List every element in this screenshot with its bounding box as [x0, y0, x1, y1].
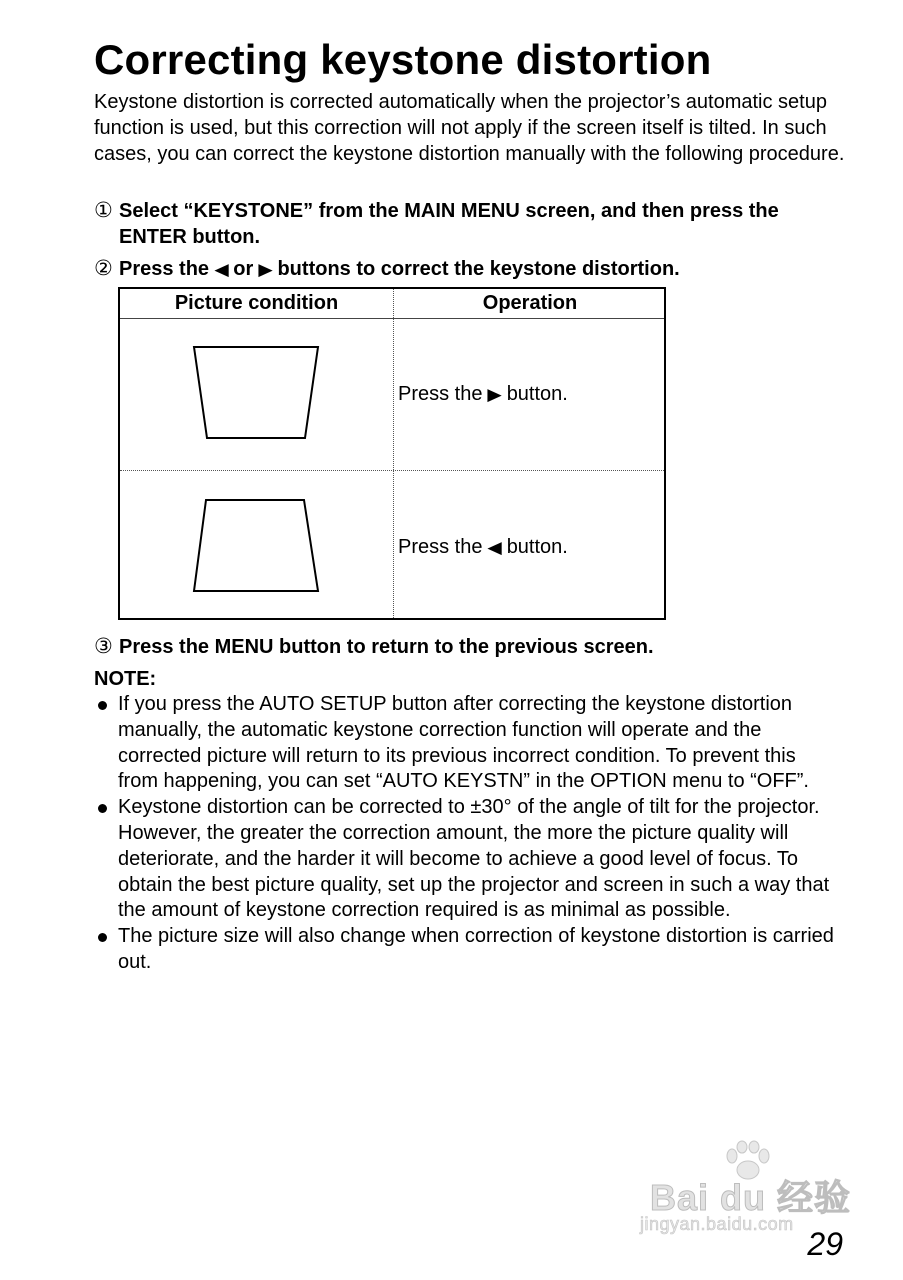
bullet-icon — [98, 933, 107, 942]
step-number: ③ — [94, 635, 113, 658]
note-text: The picture size will also change when correction of keystone distortion is carried out. — [118, 925, 834, 973]
column-divider — [393, 289, 394, 618]
left-arrow-icon: ◀ — [213, 260, 229, 279]
watermark-url: jingyan.baidu.com — [640, 1214, 794, 1234]
op-text-pre: Press the — [398, 536, 483, 558]
intro-paragraph: Keystone distortion is corrected automatically when the projector’s automatic setup function is used, but this correction will not apply if the screen itself is tilted. In such cases, you can correct the keystone distortion manually with the following procedure. — [94, 91, 845, 165]
step-1 — [94, 198, 854, 250]
note-heading: NOTE: — [94, 668, 157, 690]
left-arrow-icon: ◀ — [487, 538, 502, 557]
op-text-pre: Press the — [398, 383, 483, 405]
right-arrow-icon: ▶ — [487, 385, 502, 404]
note-text: Keystone distortion can be corrected to ±30° of the angle of tilt for the projector. However, the greater the correction amount, the more the picture quality will deteriorate, and the harder it will become to achieve a good level of focus. To obtain the best picture quality, set up the projector and screen in such a way that the amount of keystone correction required is as minimal as possible. — [118, 796, 830, 922]
page-title: Correcting keystone distortion — [94, 36, 712, 83]
column-header-operation: Operation — [482, 292, 578, 314]
keystone-table — [118, 287, 666, 620]
note-item — [94, 795, 834, 924]
wide-top-trapezoid-icon — [192, 345, 322, 443]
step-number: ② — [94, 257, 113, 280]
step-text: Select “KEYSTONE” from the MAIN MENU screen, and then press the — [119, 200, 779, 222]
bullet-icon — [98, 701, 107, 710]
header-divider — [120, 318, 664, 319]
baidu-watermark — [640, 1140, 860, 1240]
step-text-continued: ENTER button. — [119, 226, 261, 248]
step-text-mid: or — [233, 258, 254, 280]
op-text-post: button. — [506, 536, 568, 558]
page-number: 29 — [807, 1226, 843, 1262]
column-header-picture-condition: Picture condition — [174, 292, 339, 314]
step-3 — [94, 634, 854, 660]
step-text: Press the MENU button to return to the previous screen. — [119, 636, 654, 658]
step-2 — [94, 256, 854, 283]
note-item — [94, 924, 834, 976]
watermark-logo: Bai du 经验 — [650, 1177, 852, 1218]
right-arrow-icon: ▶ — [258, 260, 273, 279]
table-row-1-operation — [398, 381, 568, 408]
notes-list — [94, 692, 834, 976]
bullet-icon — [98, 804, 107, 813]
row-divider — [120, 470, 664, 471]
step-text-post: buttons to correct the keystone distortion. — [277, 258, 680, 280]
table-row-2-operation — [398, 534, 568, 561]
step-text-pre: Press the — [119, 258, 210, 280]
note-text: If you press the AUTO SETUP button after correcting the keystone distortion manually, the automatic keystone correction function will operate and the corrected picture will return to its previous incorrect condition. To prevent this from happening, you can set “AUTO KEYSTN” in the OPTION menu to “OFF”. — [118, 693, 809, 793]
note-item — [94, 692, 834, 795]
op-text-post: button. — [506, 383, 568, 405]
step-number: ① — [94, 199, 113, 222]
wide-bottom-trapezoid-icon — [192, 497, 322, 595]
